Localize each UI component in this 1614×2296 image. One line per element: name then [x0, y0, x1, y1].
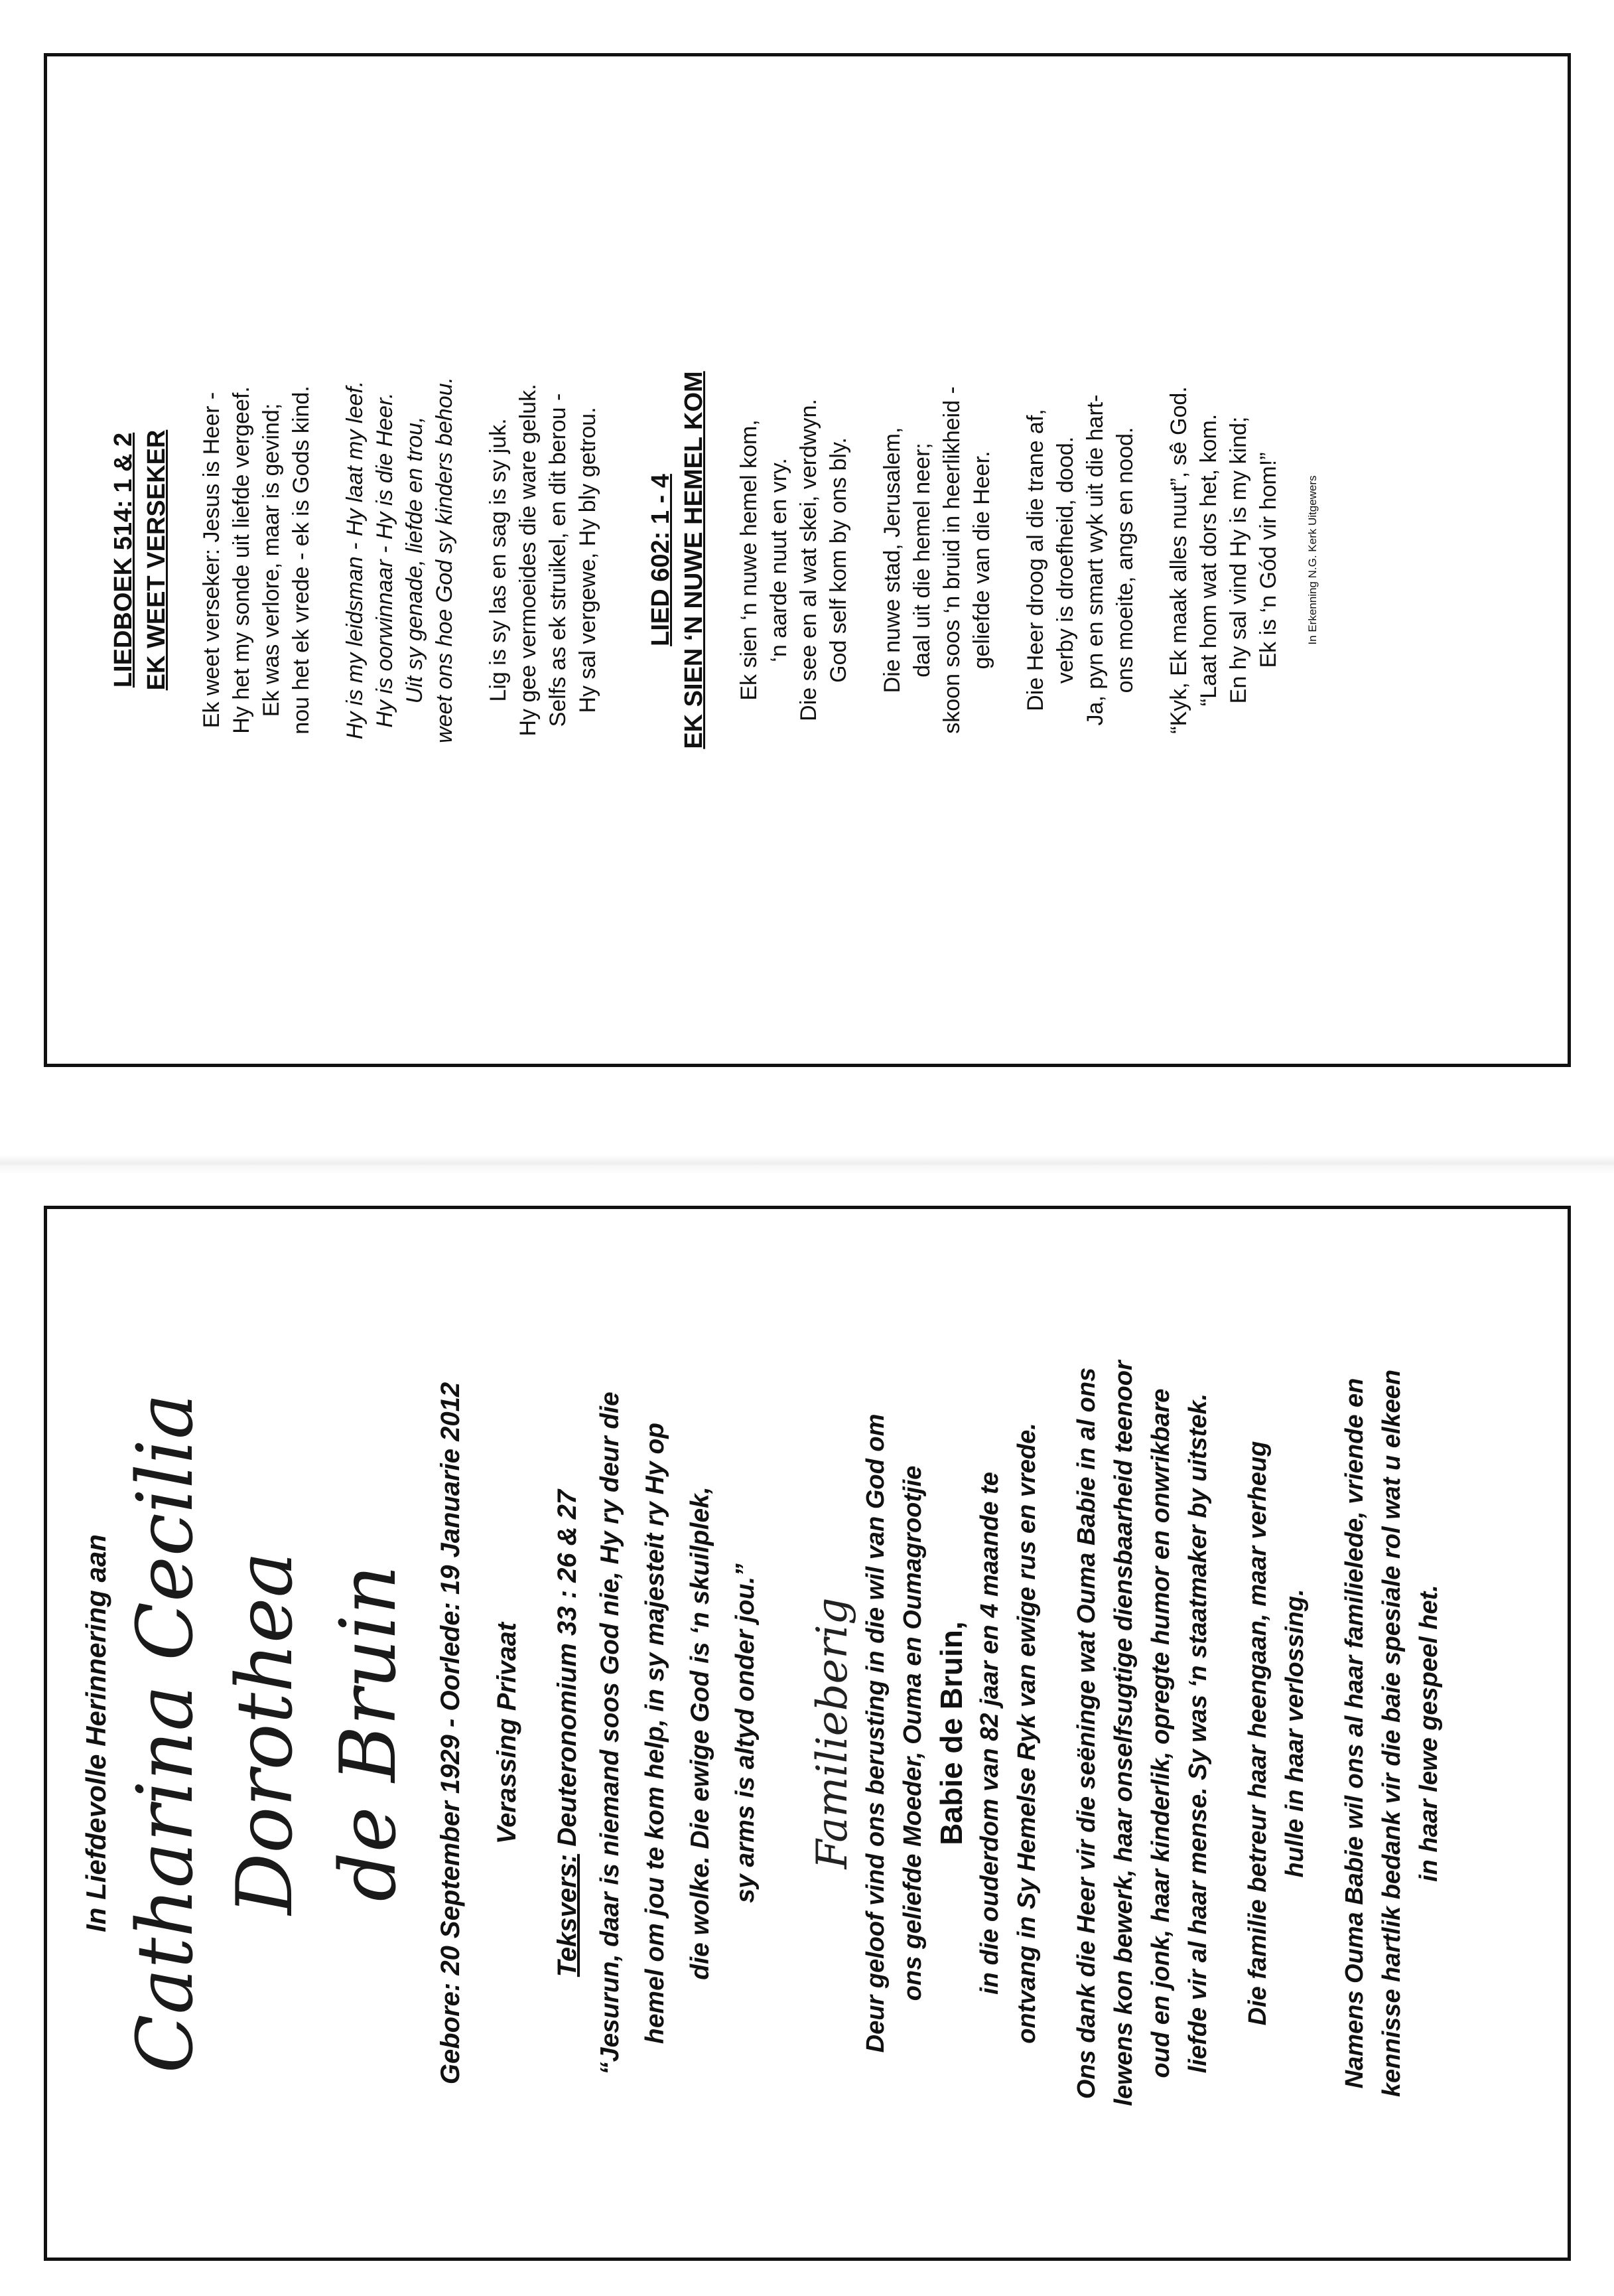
family-notice-paragraph-1	[857, 1209, 1045, 2258]
hymn-2-title: EK SIEN ‘N NUWE HEMEL KOM	[680, 371, 708, 749]
stanza-line: Ek weet verseker: Jesus is Heer -	[199, 392, 224, 729]
stanza-line: skoon soos ‘n bruid in heerlikheid -	[939, 386, 965, 734]
stanza-line: Ek was verlore, maar is gevind;	[259, 403, 284, 717]
family-notice-paragraph-4	[1336, 1209, 1447, 2258]
hymn-1-stanza-3	[484, 56, 603, 1064]
family-notice-heading: Familieberig	[808, 1597, 857, 1869]
stanza-line: Ek is ‘n Gód vir hom!”	[1256, 452, 1281, 668]
paragraph-line: lewens kon bewerk, haar onselfsugtige diensbaarheid teenoor	[1110, 1360, 1138, 2106]
hymn-2-stanza-3	[1021, 56, 1140, 1064]
hymn-2-stanza-1	[734, 56, 854, 1064]
hymn-1-stanza-2	[340, 56, 460, 1064]
paragraph-line: liefde vir al haar mense. Sy was ‘n staatmaker by uitstek.	[1184, 1393, 1212, 2074]
paragraph-line: ontvang in Sy Hemelse Ryk van ewige rus en vrede.	[1013, 1423, 1041, 2044]
scripture-verse	[588, 1209, 768, 2258]
paragraph-line: Namens Ouma Babie wil ons al haar familielede, vriende en	[1341, 1378, 1369, 2089]
stanza-line: Hy is oorwinnaar - Hy is die Heer.	[372, 392, 397, 728]
hymn-1-title-number: LIEDBOEK 514: 1 & 2	[109, 432, 137, 688]
scripture-label: Teksvers:	[553, 1853, 582, 1977]
stanza-line: God self kom by ons bly.	[826, 437, 851, 683]
deceased-name-line-2: de Bruin	[324, 1565, 413, 1902]
verse-line: hemel om jou te kom help, in sy majesteit ry Hy op	[641, 1422, 669, 2045]
stanza-line: Hy gee vermoeides die ware geluk.	[515, 384, 541, 737]
stanza-line: Hy sal vergewe, Hy bly getrou.	[575, 407, 600, 713]
hymn-2-stanza-4	[1164, 56, 1284, 1064]
verse-line: die wolke. Die ewige God is ‘n skuilplek,	[686, 1486, 714, 1980]
paragraph-line: oud en jonk, haar kinderlik, opregte humor en onwrikbare	[1147, 1388, 1175, 2078]
hymn-panel-content	[47, 56, 1568, 1064]
paragraph-line: ons geliefde Moeder, Ouma en Oumagrootjie	[899, 1465, 927, 2001]
hymn-2-stanza-2	[878, 56, 997, 1064]
scripture-reference	[553, 1209, 582, 2258]
hymn-1	[107, 56, 603, 1064]
deceased-name-line-1: Catharina Cecilia Dorothea	[121, 1393, 310, 2074]
stanza-line: Ek sien ‘n nuwe hemel kom,	[736, 419, 762, 701]
stanza-line: Selfs as ek struikel, en dit berou -	[545, 393, 571, 727]
scripture-ref: Deuteronomium 33 : 26 & 27	[553, 1489, 582, 1854]
stanza-line: Uit sy genade, liefde en trou,	[402, 416, 427, 704]
family-notice-paragraph-3	[1239, 1209, 1313, 2258]
stanza-line: “Laat hom wat dors het, kom.	[1196, 413, 1221, 707]
publisher-credit: In Erkenning N.G. Kerk Uitgewers	[1306, 475, 1319, 645]
stanza-line: Hy is my leidsman - Hy laat my leef.	[342, 380, 368, 740]
memorial-panel-content	[47, 1209, 1568, 2258]
stanza-line: En hy sal vind Hy is my kind;	[1226, 416, 1251, 704]
stanza-line: ons moeite, angs en nood.	[1112, 427, 1138, 693]
stanza-line: daal uit die hemel neer;	[909, 443, 935, 678]
hymn-1-title: EK WEET VERSEKER	[143, 429, 170, 691]
stanza-line: Die Heer droog al die trane af,	[1023, 409, 1048, 711]
family-notice-paragraph-2	[1068, 1209, 1217, 2258]
paragraph-line: in die ouderdom van 82 jaar en 4 maande te	[976, 1472, 1004, 1995]
stanza-line: ‘n aarde nuut en vry.	[766, 458, 791, 662]
deceased-nickname: Babie de Bruin,	[934, 1621, 969, 1845]
paragraph-line: Die familie betreur haar heengaan, maar verheug	[1244, 1441, 1272, 2026]
life-dates: Gebore: 20 September 1929 - Oorlede: 19 Januarie 2012	[436, 1382, 465, 2085]
stanza-line: Ja, pyn en smart wyk uit die hart-	[1083, 394, 1108, 726]
paragraph-line: Ons dank die Heer vir die seëninge wat Ouma Babie in al ons	[1073, 1367, 1101, 2100]
paragraph-line: hulle in haar verlossing.	[1281, 1589, 1309, 1878]
paragraph-line: Deur geloof vind ons berusting in die wil van God om	[862, 1413, 890, 2053]
verse-line: sy arms is altyd onder jou.”	[731, 1563, 760, 1903]
hymn-1-stanza-1	[197, 56, 316, 1064]
stanza-line: Hy het my sonde uit liefde vergeef.	[229, 386, 254, 734]
page-fold	[0, 1155, 1614, 1175]
paragraph-line: kennisse hartlik bedank vir die baie spesiale rol wat u elkeen	[1378, 1369, 1406, 2098]
paragraph-line: in haar lewe gespeel het.	[1415, 1585, 1443, 1882]
memorial-intro: In Liefdevolle Herinnering aan	[80, 1534, 111, 1932]
stanza-line: nou het ek vrede - ek is Gods kind.	[289, 386, 314, 735]
stanza-line: weet ons hoe God sy kinders behou.	[432, 377, 457, 743]
stanza-line: verby is droefheid, dood.	[1053, 436, 1078, 684]
stanza-line: Lig is sy las en sag is sy juk.	[486, 418, 511, 702]
verse-line: “Jesurun, daar is niemand soos God nie, Hy ry deur die	[596, 1392, 624, 2075]
hymn-2-title-number: LIED 602: 1 - 4	[647, 474, 675, 646]
stanza-line: Die see en al wat skei, verdwyn.	[796, 399, 821, 721]
burial-note: Verassing Privaat	[492, 1622, 521, 1845]
stanza-line: Die nuwe stad, Jerusalem,	[880, 427, 905, 693]
hymn-panel	[44, 53, 1571, 1067]
memorial-panel	[44, 1206, 1571, 2261]
hymn-2	[644, 56, 1284, 1064]
stanza-line: “Kyk, Ek maak alles nuut”, sê God.	[1166, 386, 1191, 734]
stanza-line: geliefde van die Heer.	[969, 451, 994, 670]
